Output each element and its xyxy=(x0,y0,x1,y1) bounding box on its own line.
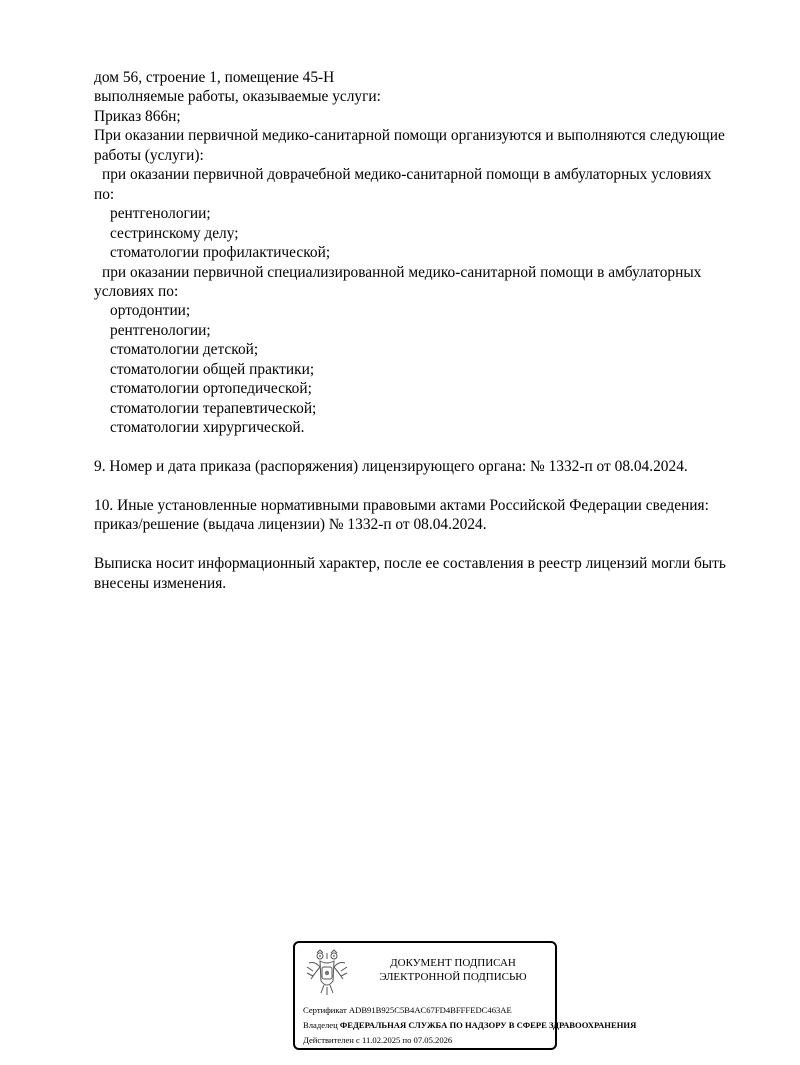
stamp-title xyxy=(353,956,553,984)
item-10-line-2: приказ/решение (выдача лицензии) № 1332-п от 08.04.2024. xyxy=(94,516,487,534)
list-item: стоматологии хирургической. xyxy=(110,419,305,437)
certificate-value: ADB91B925C5B4AC67FD4BFFFEDC463AE xyxy=(348,1005,512,1015)
list-item: стоматологии профилактической; xyxy=(110,244,331,262)
note-line-2: внесены изменения. xyxy=(94,574,227,592)
section2-heading-line-2: условиях по: xyxy=(94,282,179,300)
owner-label: Владелец xyxy=(303,1020,338,1030)
stamp-title-line-2: ЭЛЕКТРОННОЙ ПОДПИСЬЮ xyxy=(379,971,527,983)
section1-heading-line-2: по: xyxy=(94,185,115,203)
section1-heading-line-1: при оказании первичной доврачебной медико-санитарной помощи в амбулаторных условиях xyxy=(102,166,712,184)
owner-row xyxy=(303,1018,637,1033)
order-line: Приказ 866н; xyxy=(94,107,181,125)
signature-stamp xyxy=(293,941,637,1050)
stamp-title-line-1: ДОКУМЕНТ ПОДПИСАН xyxy=(390,957,516,969)
item-9: 9. Номер и дата приказа (распоряжения) лицензирующего органа: № 1332-п от 08.04.2024. xyxy=(94,458,688,476)
intro-line-2: работы (услуги): xyxy=(94,146,204,164)
item-10-line-1: 10. Иные установленные нормативными правовыми актами Российской Федерации сведения: xyxy=(94,496,709,514)
certificate-label: Сертификат xyxy=(303,1005,347,1015)
validity-row: Действителен с 11.02.2025 по 07.05.2026 xyxy=(303,1035,453,1045)
list-item: сестринскому делу; xyxy=(110,224,239,242)
coat-of-arms-icon xyxy=(305,949,349,997)
section2-heading-line-1: при оказании первичной специализированной медико-санитарной помощи в амбулаторных xyxy=(102,263,702,281)
note-line-1: Выписка носит информационный характер, после ее составления в реестр лицензий могли быть xyxy=(94,555,726,573)
owner-value: ФЕДЕРАЛЬНАЯ СЛУЖБА ПО НАДЗОРУ В СФЕРЕ ЗДРАВООХРАНЕНИЯ xyxy=(339,1020,637,1030)
list-item: рентгенологии; xyxy=(110,321,211,339)
list-item: рентгенологии; xyxy=(110,205,211,223)
list-item: стоматологии терапевтической; xyxy=(110,399,317,417)
certificate-row xyxy=(303,1003,563,1018)
document-body xyxy=(94,68,764,593)
list-item: стоматологии общей практики; xyxy=(110,360,315,378)
stamp-info xyxy=(303,1003,637,1048)
list-item: стоматологии детской; xyxy=(110,341,259,359)
works-label: выполняемые работы, оказываемые услуги: xyxy=(94,88,381,106)
address-line: дом 56, строение 1, помещение 45-Н xyxy=(94,69,335,86)
list-item: стоматологии ортопедической; xyxy=(110,380,312,398)
intro-line-1: При оказании первичной медико-санитарной помощи организуются и выполняются следующие xyxy=(94,127,725,145)
list-item: ортодонтии; xyxy=(110,302,191,320)
